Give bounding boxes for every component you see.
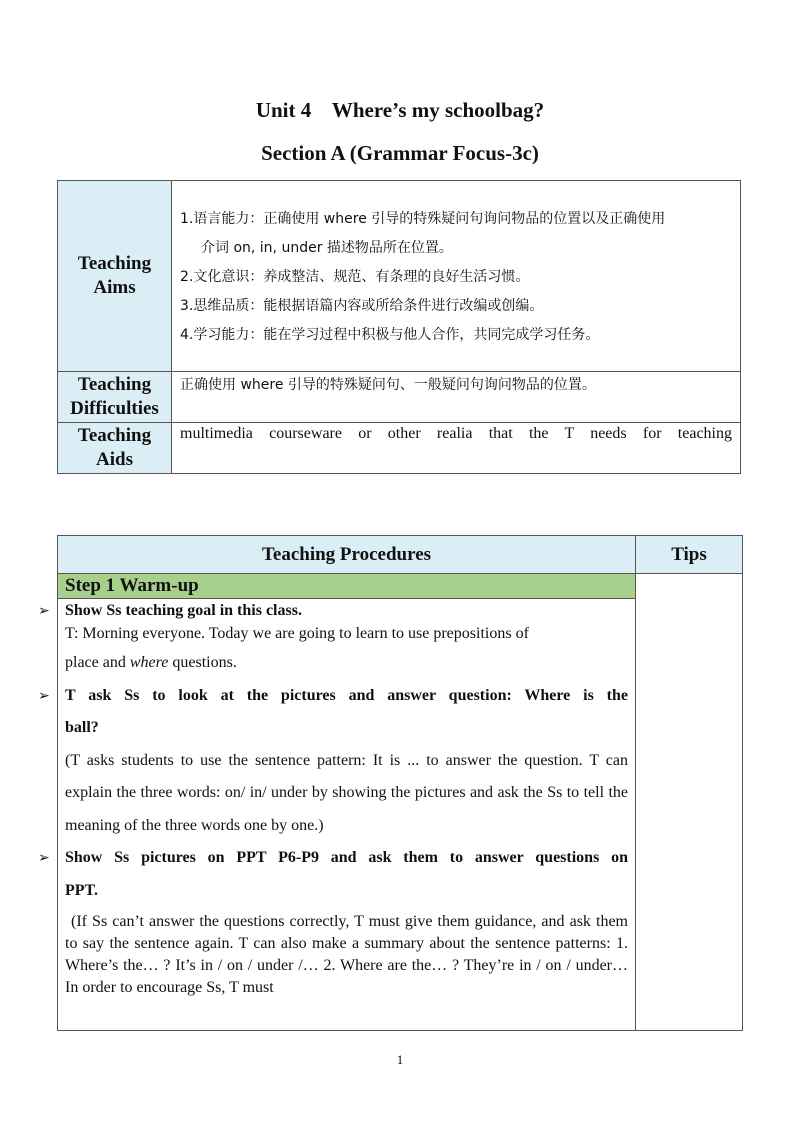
aim-line: 4.学习能力：能在学习过程中积极与他人合作，共同完成学习任务。 — [180, 327, 600, 343]
bullet-item: ➢ Show Ss teaching goal in this class. — [38, 602, 302, 619]
aim-line: 介词 on, in, under 描述物品所在位置。 — [201, 240, 453, 256]
teaching-aims-content — [172, 181, 741, 372]
teaching-aids-label: Teaching Aids — [58, 423, 172, 474]
procedures-body — [38, 574, 636, 1031]
arrow-bullet-icon: ➢ — [38, 850, 50, 866]
paragraph: (If Ss can’t answer the questions correctly, T must give them guidance, and ask them to say the sentence again. T can also make a summary about the sentence patterns: 1. Where’s the… ? It’s in / on / under /… 2. Where are the… ? They’re in / on / under… In order to encourage Ss, T must — [65, 913, 628, 996]
paragraph: place and where questions. — [65, 654, 237, 671]
aim-line: 1.语言能力：正确使用 where 引导的特殊疑问句询问物品的位置以及正确使用 — [180, 211, 666, 227]
bullet-item: ➢ Show Ss pictures on PPT P6-P9 and ask them to answer questions on — [65, 842, 628, 875]
paragraph: (T asks students to use the sentence pattern: It is ... to answer the question. T can explain the three words: on/ in/ under by showing the pictures and ask the Ss to tell the meaning of the three words one by one.) — [65, 751, 628, 834]
step-title: Step 1 Warm-up — [58, 574, 635, 599]
arrow-bullet-icon: ➢ — [38, 687, 50, 704]
teaching-difficulties-label: Teaching Difficulties — [58, 372, 172, 423]
procedures-header: Teaching Procedures — [58, 536, 636, 574]
teaching-aids-content: multimedia courseware or other realia that the T needs for teaching — [172, 423, 741, 474]
teaching-info-table — [57, 180, 741, 474]
aim-line: 3.思维品质：能根据语篇内容或所给条件进行改编或创编。 — [180, 298, 544, 314]
tips-header: Tips — [636, 536, 743, 574]
document-title: Unit 4 Where’s my schoolbag? — [255, 98, 545, 122]
bullet-item: ➢ T ask Ss to look at the pictures and answer question: Where is the — [65, 680, 628, 713]
teaching-difficulties-content: 正确使用 where 引导的特殊疑问句、一般疑问句询问物品的位置。 — [172, 372, 741, 423]
paragraph: T: Morning everyone. Today we are going to learn to use prepositions of — [65, 625, 529, 642]
arrow-bullet-icon: ➢ — [38, 603, 50, 619]
teaching-aims-label: Teaching Aims — [58, 181, 172, 372]
bullet-continuation: ball? — [65, 719, 99, 736]
teaching-procedures-table — [38, 535, 743, 1031]
bullet-continuation: PPT. — [65, 881, 99, 899]
document-subtitle: Section A (Grammar Focus-3c) — [261, 141, 539, 165]
aim-line: 2.文化意识：养成整洁、规范、有条理的良好生活习惯。 — [180, 269, 530, 285]
tips-cell — [636, 574, 743, 1031]
page-number: 1 — [396, 1052, 404, 1067]
